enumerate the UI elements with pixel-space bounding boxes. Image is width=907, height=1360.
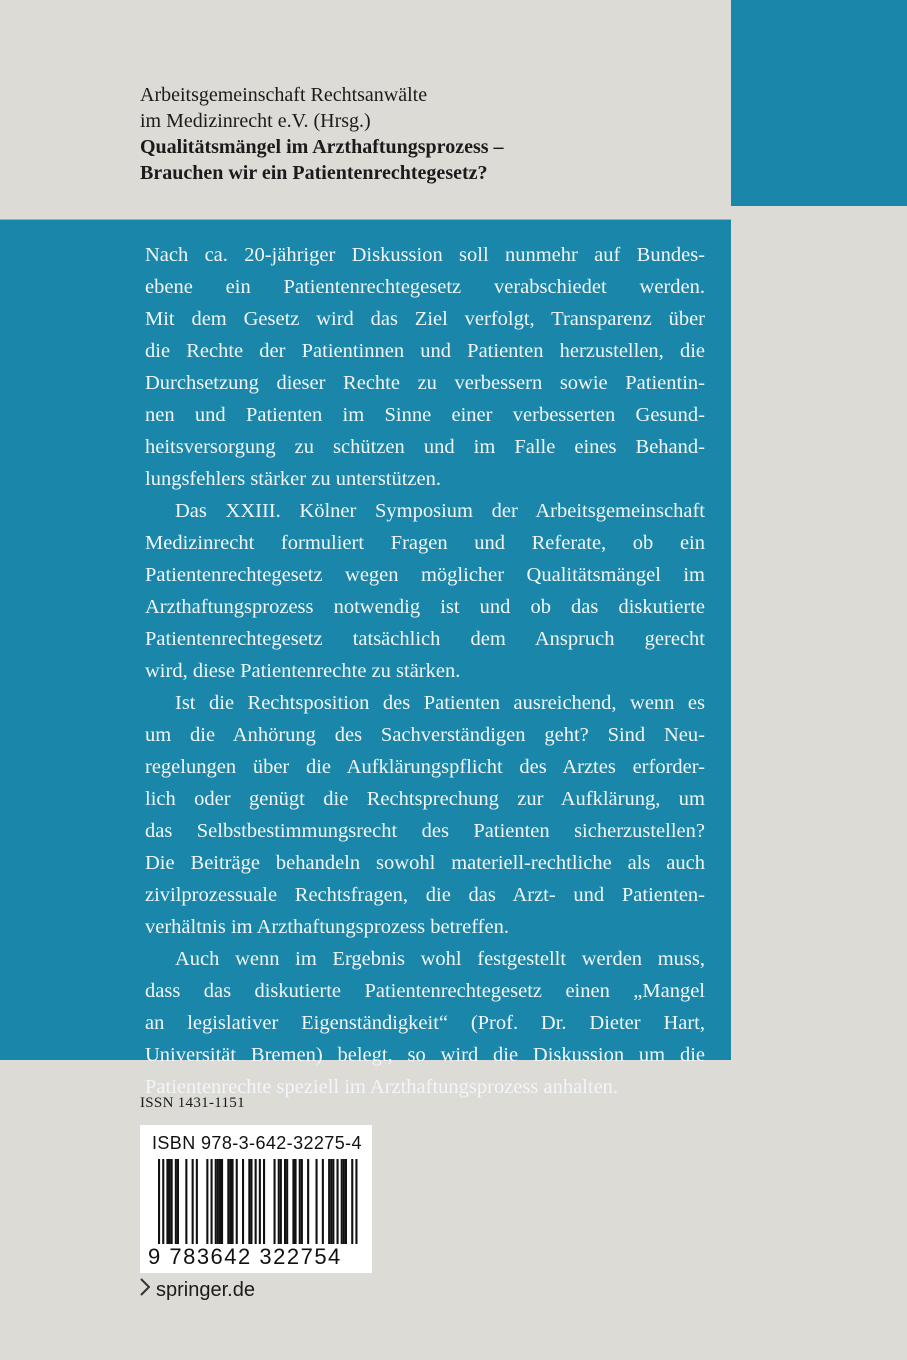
blurb-line: Auch wenn im Ergebnis wohl festgestellt werden muss,: [175, 948, 705, 970]
chevron-right-icon: [140, 1278, 150, 1302]
blurb-line: Ist die Rechtsposition des Patienten ausreichend, wenn es: [175, 692, 705, 714]
barcode-bar: [206, 1159, 208, 1245]
title-line-2: Brauchen wir ein Patientenrechtegesetz?: [140, 162, 488, 184]
barcode-guard-bar: [255, 1159, 257, 1255]
barcode-bar: [185, 1159, 187, 1245]
blurb-paragraph: [145, 495, 705, 687]
barcode-bar: [217, 1159, 219, 1245]
barcode-bar: [232, 1159, 234, 1245]
barcode-guard-bar: [259, 1159, 261, 1255]
barcode-bar: [196, 1159, 198, 1245]
barcode-bar: [227, 1159, 229, 1245]
barcode-bar: [219, 1159, 221, 1245]
blurb-line: lungsfehlers stärker zu unterstützen.: [145, 468, 442, 490]
blurb-line: dass das diskutierte Patientenrechtegesetz einen „Mangel: [145, 980, 705, 1002]
editor-line-2: im Medizinrecht e.V. (Hrsg.): [140, 110, 371, 132]
accent-block: [731, 0, 907, 206]
barcode-bar: [250, 1159, 252, 1245]
barcode-guard-bar: [162, 1159, 164, 1255]
blurb-line: Das XXIII. Kölner Symposium der Arbeitsgemeinschaft: [175, 500, 705, 522]
blurb-line: Patientenrechte speziell im Arzthaftungsprozess anhalten.: [145, 1076, 619, 1098]
barcode-bar: [177, 1159, 179, 1245]
barcode-bar: [166, 1159, 168, 1245]
barcode-bar: [292, 1159, 294, 1245]
blurb-line: regelungen über die Aufklärungspflicht des Arztes erforder-: [145, 756, 705, 778]
blurb-line: Medizinrecht formuliert Fragen und Referate, ob ein: [145, 532, 705, 554]
barcode-bar: [274, 1159, 276, 1245]
barcode: [140, 1125, 372, 1273]
header: [140, 82, 720, 186]
barcode-bar: [316, 1159, 318, 1245]
blurb-line: um die Anhörung des Sachverständigen geht? Sind Neu-: [145, 724, 705, 746]
barcode-bar: [337, 1159, 339, 1245]
blurb-paragraph: [145, 687, 705, 943]
barcode-bar: [307, 1159, 309, 1245]
barcode-bar: [169, 1159, 171, 1245]
publisher-link[interactable]: [140, 1278, 255, 1302]
barcode-bar: [215, 1159, 217, 1245]
blurb-line: Durchsetzung dieser Rechte zu verbessern sowie Patientin-: [145, 372, 705, 394]
blurb-line: ebene ein Patientenrechtegesetz verabschiedet werden.: [145, 276, 705, 298]
blurb-line: an legislativer Eigenständigkeit“ (Prof. Dr. Dieter Hart,: [145, 1012, 705, 1034]
barcode-guard-bar: [158, 1159, 160, 1255]
issn: ISSN 1431-1151: [140, 1095, 245, 1111]
barcode-bar: [221, 1159, 223, 1245]
barcode-bar: [248, 1159, 250, 1245]
isbn-label: ISBN 978-3-642-32275-4: [152, 1133, 362, 1153]
publisher-site: springer.de: [156, 1278, 255, 1301]
blurb-line: Mit dem Gesetz wird das Ziel verfolgt, Transparenz über: [145, 308, 705, 330]
barcode-bar: [211, 1159, 213, 1245]
barcode-guard-bar: [355, 1159, 357, 1255]
blurb-line: wird, diese Patientenrechte zu stärken.: [145, 660, 461, 682]
blurb-line: Patientenrechtegesetz tatsächlich dem Anspruch gerecht: [145, 628, 705, 650]
blurb-line: Patientenrechtegesetz wegen möglicher Qualitätsmängel im: [145, 564, 705, 586]
editor-line-1: Arbeitsgemeinschaft Rechtsanwälte: [140, 84, 428, 106]
barcode-bar: [263, 1159, 265, 1245]
blurb-line: Die Beiträge behandeln sowohl materiell-rechtliche als auch: [145, 852, 705, 874]
barcode-bar: [236, 1159, 238, 1245]
blurb-text: [145, 239, 705, 1103]
blurb-paragraph: [145, 239, 705, 495]
blurb-line: Nach ca. 20-jähriger Diskussion soll nunmehr auf Bundes-: [145, 244, 705, 266]
barcode-bar: [278, 1159, 280, 1245]
blurb-line: die Rechte der Patientinnen und Patienten herzustellen, die: [145, 340, 705, 362]
blurb-line: heitsversorgung zu schützen und im Falle eines Behand-: [145, 436, 705, 458]
barcode-bar: [322, 1159, 324, 1245]
barcode-bar: [295, 1159, 297, 1245]
barcode-bar: [280, 1159, 282, 1245]
barcode-bar: [299, 1159, 301, 1245]
barcode-bar: [301, 1159, 303, 1245]
blurb-line: Arzthaftungsprozess notwendig ist und ob das diskutierte: [145, 596, 705, 618]
barcode-bar: [343, 1159, 345, 1245]
barcode-bar: [171, 1159, 173, 1245]
barcode-bar: [341, 1159, 343, 1245]
blurb-line: zivilprozessuale Rechtsfragen, die das Arzt- und Patienten-: [145, 884, 705, 906]
ean-digits: 9 783642 322754: [148, 1244, 364, 1270]
barcode-bar: [192, 1159, 194, 1245]
barcode-bar: [286, 1159, 288, 1245]
barcode-bar: [229, 1159, 231, 1245]
barcode-bar: [175, 1159, 177, 1245]
title-line-1: Qualitätsmängel im Arzthaftungsprozess –: [140, 136, 504, 158]
blurb-line: nen und Patienten im Sinne einer verbesserten Gesund-: [145, 404, 705, 426]
barcode-bar: [332, 1159, 334, 1245]
blurb-line: verhältnis im Arzthaftungsprozess betreffen.: [145, 916, 509, 938]
blurb-paragraph: [145, 943, 705, 1103]
barcode-bar: [284, 1159, 286, 1245]
barcode-bar: [242, 1159, 244, 1245]
barcode-bar: [330, 1159, 332, 1245]
blurb-line: lich oder genügt die Rechtsprechung zur Aufklärung, um: [145, 788, 705, 810]
blurb-line: Universität Bremen) belegt, so wird die Diskussion um die: [145, 1044, 705, 1066]
blurb-line: das Selbstbestimmungsrecht des Patienten sicherzustellen?: [145, 820, 705, 842]
barcode-guard-bar: [351, 1159, 353, 1255]
barcode-bar: [328, 1159, 330, 1245]
barcode-bar: [345, 1159, 347, 1245]
